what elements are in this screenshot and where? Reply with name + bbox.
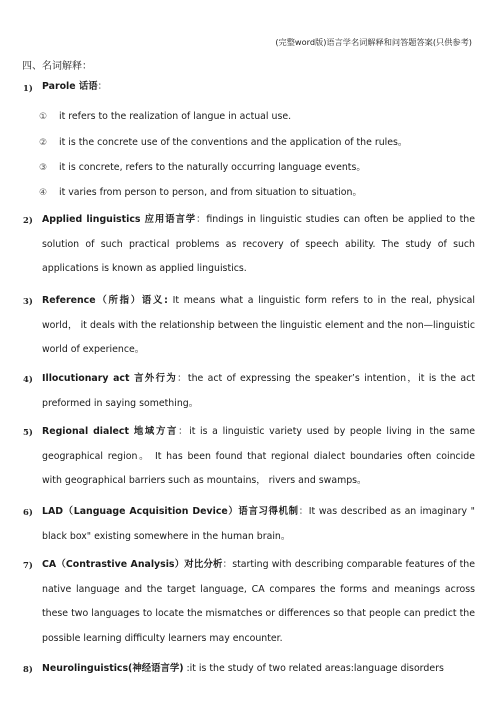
entry-term: Applied linguistics 应用语言学 [42,214,197,225]
sub-marker: ② [39,138,48,148]
entry-term: Illocutionary act 言外行为 [42,373,178,384]
sub-marker: ④ [39,188,48,198]
entry-term: CA（Contrastive Analysis）对比分析 [42,559,223,570]
sub-item [39,161,469,175]
entry-number: 7) [23,560,33,570]
entry-text: ：findings in linguistic studies can often be applied to the solution of such practical problems as recovery of speech ability. The study of such applications is known as applied linguistics. [42,214,475,275]
entry-number: 1) [23,83,33,93]
sub-marker: ① [39,112,48,122]
entry-text: ：starting with describing comparable features of the native language and the target language, CA compares the forms and meanings across these two languages to locate the mismatches or differences so that people can predict the possible learning difficulty learners may encounter. [42,559,475,644]
entry-number: 2) [23,215,33,225]
sub-marker: ③ [39,163,48,173]
sub-item [39,186,469,200]
section-title: 四、名词解释： [22,61,92,72]
entry-number: 8) [23,664,33,674]
entry-term: Neurolinguistics(神经语言学) [42,663,184,674]
entry-text: ：it is a linguistic variety used by people living in the same geographical region。 It has been found that regional dialect boundaries often coincide with geographical barriers such as mountains， rivers and swamps。 [42,426,476,487]
sub-item [39,110,469,124]
entry-term: Reference（所指）语义: [42,295,168,306]
entry-number: 6) [23,507,33,517]
page-header: (完整word版)语言学名词解释和问答题答案(只供参考) [275,37,472,47]
sub-text: it is the concrete use of the conventions and the application of the rules。 [59,137,408,148]
entry-number: 3) [23,296,33,306]
entry-number: 4) [23,374,33,384]
sub-text: it refers to the realization of langue in actual use. [59,111,292,122]
entry-term: Regional dialect 地域方言 [42,426,179,437]
entry-number: 5) [23,427,33,437]
entry-term: Parole 话语 [42,81,98,92]
entry-text: It means what a linguistic form refers to in the real, physical world， it deals with the relationship between the linguistic element and the non—linguistic world of experience。 [42,295,475,356]
entry-text: :it is the study of two related areas:language disorders [183,663,444,674]
sub-item [39,136,469,150]
entry-text: ：It was described as an imaginary " black box" existing somewhere in the human brain。 [42,506,475,542]
sub-text: it is concrete, refers to the naturally occurring language events。 [59,162,366,173]
entry-term: LAD（Language Acquisition Device）语言习得机制 [42,506,299,517]
entry-text: ： [97,81,107,92]
entry-text: ：the act of expressing the speaker’s intention，it is the act preformed in saying something。 [42,373,475,409]
sub-text: it varies from person to person, and from situation to situation。 [59,187,362,198]
